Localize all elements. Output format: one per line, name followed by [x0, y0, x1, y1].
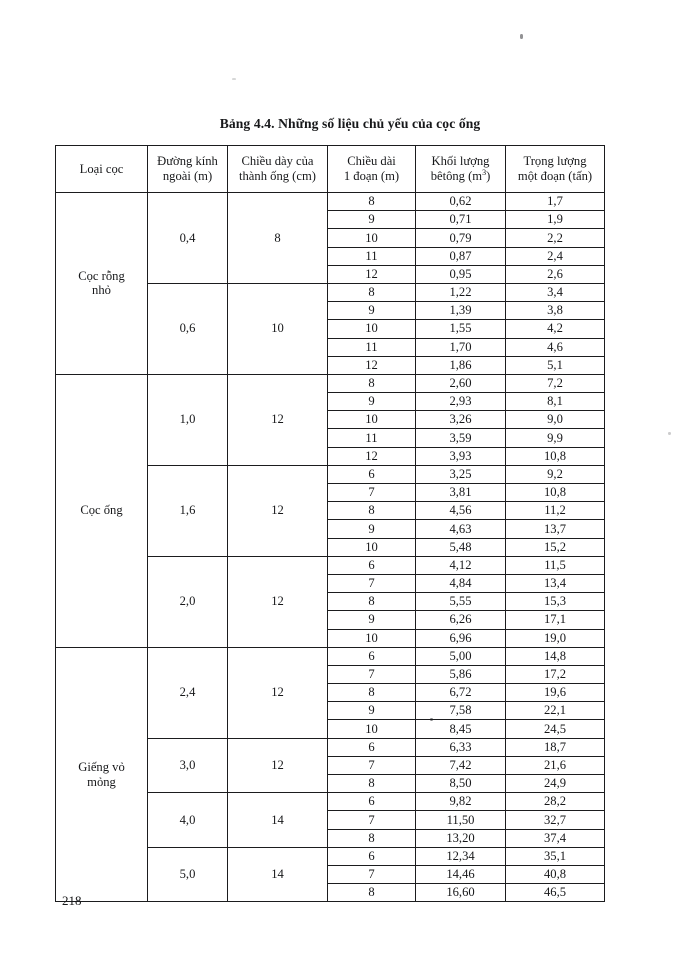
- segment-weight-cell: 24,5: [506, 720, 605, 738]
- concrete-volume-cell: 6,26: [416, 611, 506, 629]
- column-header-wall-thickness: Chiều dày của thành ống (cm): [228, 146, 328, 193]
- concrete-volume-cell: 4,63: [416, 520, 506, 538]
- segment-weight-cell: 17,2: [506, 665, 605, 683]
- outer-diameter-cell: 3,0: [148, 738, 228, 793]
- concrete-volume-cell: 4,56: [416, 502, 506, 520]
- segment-length-cell: 10: [328, 229, 416, 247]
- segment-length-cell: 6: [328, 738, 416, 756]
- segment-length-cell: 11: [328, 247, 416, 265]
- column-header-concrete-volume: Khối lượng bêtông $(m^3)$: [416, 146, 506, 193]
- segment-length-cell: 7: [328, 811, 416, 829]
- segment-weight-cell: 10,8: [506, 484, 605, 502]
- segment-weight-cell: 2,4: [506, 247, 605, 265]
- column-header-outer-diameter: Đường kính ngoài (m): [148, 146, 228, 193]
- segment-weight-cell: 13,4: [506, 574, 605, 592]
- segment-length-cell: 11: [328, 338, 416, 356]
- segment-length-cell: 7: [328, 756, 416, 774]
- segment-length-cell: 8: [328, 775, 416, 793]
- table-row: [56, 193, 605, 211]
- scan-speck: [232, 78, 236, 80]
- pile-type-label: Cọc ống: [80, 503, 123, 518]
- segment-length-cell: 10: [328, 629, 416, 647]
- concrete-volume-cell: 14,46: [416, 865, 506, 883]
- column-header-pile-type: Loại cọc: [56, 146, 148, 193]
- pile-type-cell: [56, 647, 148, 902]
- table-row: [56, 374, 605, 392]
- column-header-segment-weight: Trọng lượng một đoạn (tấn): [506, 146, 605, 193]
- segment-length-cell: 7: [328, 484, 416, 502]
- scan-speck: [668, 432, 671, 435]
- segment-length-cell: 6: [328, 465, 416, 483]
- outer-diameter-cell: 1,0: [148, 374, 228, 465]
- wall-thickness-cell: 12: [228, 647, 328, 738]
- table-header: [56, 146, 605, 193]
- wall-thickness-cell: 12: [228, 738, 328, 793]
- segment-length-cell: 6: [328, 847, 416, 865]
- outer-diameter-cell: 2,4: [148, 647, 228, 738]
- segment-length-cell: 8: [328, 593, 416, 611]
- segment-length-cell: 8: [328, 283, 416, 301]
- segment-weight-cell: 32,7: [506, 811, 605, 829]
- pile-type-cell: [56, 374, 148, 647]
- table-container: [55, 145, 604, 902]
- segment-weight-cell: 21,6: [506, 756, 605, 774]
- concrete-volume-cell: 0,71: [416, 211, 506, 229]
- segment-weight-cell: 1,9: [506, 211, 605, 229]
- header-row: [56, 146, 605, 193]
- segment-length-cell: 6: [328, 793, 416, 811]
- segment-length-cell: 10: [328, 411, 416, 429]
- segment-weight-cell: 40,8: [506, 865, 605, 883]
- concrete-volume-cell: 5,55: [416, 593, 506, 611]
- segment-weight-cell: 22,1: [506, 702, 605, 720]
- segment-weight-cell: 9,2: [506, 465, 605, 483]
- wall-thickness-cell: 8: [228, 193, 328, 284]
- concrete-volume-cell: 1,39: [416, 302, 506, 320]
- concrete-volume-cell: 8,50: [416, 775, 506, 793]
- segment-weight-cell: 2,6: [506, 265, 605, 283]
- table-title: Bảng 4.4. Những số liệu chủ yếu của cọc ống: [219, 116, 481, 131]
- concrete-volume-cell: 0,62: [416, 193, 506, 211]
- concrete-volume-cell: 3,26: [416, 411, 506, 429]
- segment-length-cell: 7: [328, 574, 416, 592]
- segment-weight-cell: 10,8: [506, 447, 605, 465]
- segment-weight-cell: 24,9: [506, 775, 605, 793]
- segment-length-cell: 9: [328, 393, 416, 411]
- concrete-volume-cell: 3,25: [416, 465, 506, 483]
- segment-weight-cell: 46,5: [506, 884, 605, 902]
- wall-thickness-cell: 14: [228, 847, 328, 902]
- wall-thickness-cell: 12: [228, 556, 328, 647]
- concrete-volume-cell: 3,59: [416, 429, 506, 447]
- segment-weight-cell: 9,9: [506, 429, 605, 447]
- segment-weight-cell: 15,3: [506, 593, 605, 611]
- page-number: 218: [62, 893, 82, 908]
- outer-diameter-cell: 1,6: [148, 465, 228, 556]
- pile-type-label: Cọc rỗng: [78, 268, 125, 283]
- pile-type-label-2: mỏng: [87, 774, 116, 789]
- concrete-volume-cell: 4,84: [416, 574, 506, 592]
- segment-length-cell: 7: [328, 865, 416, 883]
- segment-weight-cell: 4,2: [506, 320, 605, 338]
- segment-weight-cell: 7,2: [506, 374, 605, 392]
- pile-type-label-2: nhỏ: [92, 283, 111, 298]
- table-row: [56, 647, 605, 665]
- segment-length-cell: 8: [328, 829, 416, 847]
- concrete-volume-cell: 6,33: [416, 738, 506, 756]
- concrete-volume-cell: 11,50: [416, 811, 506, 829]
- concrete-volume-cell: 9,82: [416, 793, 506, 811]
- concrete-volume-cell: 3,81: [416, 484, 506, 502]
- segment-length-cell: 7: [328, 665, 416, 683]
- segment-weight-cell: 3,8: [506, 302, 605, 320]
- outer-diameter-cell: 2,0: [148, 556, 228, 647]
- segment-length-cell: 6: [328, 647, 416, 665]
- outer-diameter-cell: 0,4: [148, 193, 228, 284]
- concrete-volume-cell: 2,93: [416, 393, 506, 411]
- segment-length-cell: 8: [328, 374, 416, 392]
- concrete-volume-cell: 3,93: [416, 447, 506, 465]
- segment-length-cell: 11: [328, 429, 416, 447]
- segment-length-cell: 6: [328, 556, 416, 574]
- segment-weight-cell: 17,1: [506, 611, 605, 629]
- segment-length-cell: 12: [328, 447, 416, 465]
- wall-thickness-cell: 10: [228, 283, 328, 374]
- column-header-segment-length: Chiều dài 1 đoạn (m): [328, 146, 416, 193]
- concrete-volume-cell: 5,48: [416, 538, 506, 556]
- wall-thickness-cell: 12: [228, 374, 328, 465]
- concrete-volume-cell: 6,96: [416, 629, 506, 647]
- segment-weight-cell: 2,2: [506, 229, 605, 247]
- segment-weight-cell: 1,7: [506, 193, 605, 211]
- pile-type-cell: [56, 193, 148, 375]
- pile-type-label: Giếng vỏ: [78, 759, 125, 774]
- concrete-volume-cell: 1,22: [416, 283, 506, 301]
- segment-weight-cell: 5,1: [506, 356, 605, 374]
- segment-length-cell: 12: [328, 356, 416, 374]
- segment-length-cell: 9: [328, 702, 416, 720]
- pile-specification-table: [55, 145, 605, 902]
- segment-length-cell: 8: [328, 502, 416, 520]
- segment-weight-cell: 11,2: [506, 502, 605, 520]
- segment-length-cell: 10: [328, 320, 416, 338]
- segment-length-cell: 9: [328, 520, 416, 538]
- segment-length-cell: 9: [328, 302, 416, 320]
- concrete-volume-cell: 16,60: [416, 884, 506, 902]
- concrete-volume-cell: 5,00: [416, 647, 506, 665]
- superscript-three: 3: [482, 167, 487, 177]
- concrete-volume-cell: 2,60: [416, 374, 506, 392]
- segment-length-cell: 9: [328, 611, 416, 629]
- concrete-volume-cell: 5,86: [416, 665, 506, 683]
- outer-diameter-cell: 0,6: [148, 283, 228, 374]
- segment-length-cell: 10: [328, 538, 416, 556]
- concrete-volume-cell: 13,20: [416, 829, 506, 847]
- segment-length-cell: 10: [328, 720, 416, 738]
- segment-weight-cell: 18,7: [506, 738, 605, 756]
- outer-diameter-cell: 5,0: [148, 847, 228, 902]
- segment-weight-cell: 19,6: [506, 684, 605, 702]
- concrete-volume-cell: 7,42: [416, 756, 506, 774]
- concrete-volume-cell: 7,58: [416, 702, 506, 720]
- concrete-volume-cell: 6,72: [416, 684, 506, 702]
- table-body: [56, 193, 605, 902]
- scan-speck: [520, 34, 523, 39]
- segment-weight-cell: 3,4: [506, 283, 605, 301]
- segment-weight-cell: 15,2: [506, 538, 605, 556]
- outer-diameter-cell: 4,0: [148, 793, 228, 848]
- wall-thickness-cell: 14: [228, 793, 328, 848]
- segment-weight-cell: 8,1: [506, 393, 605, 411]
- segment-length-cell: 8: [328, 193, 416, 211]
- segment-weight-cell: 35,1: [506, 847, 605, 865]
- segment-weight-cell: 19,0: [506, 629, 605, 647]
- segment-length-cell: 12: [328, 265, 416, 283]
- segment-weight-cell: 14,8: [506, 647, 605, 665]
- segment-weight-cell: 4,6: [506, 338, 605, 356]
- concrete-volume-cell: 12,34: [416, 847, 506, 865]
- concrete-volume-cell: 0,95: [416, 265, 506, 283]
- segment-length-cell: 9: [328, 211, 416, 229]
- concrete-volume-cell: 0,79: [416, 229, 506, 247]
- segment-weight-cell: 13,7: [506, 520, 605, 538]
- segment-length-cell: 8: [328, 684, 416, 702]
- segment-weight-cell: 9,0: [506, 411, 605, 429]
- segment-weight-cell: 28,2: [506, 793, 605, 811]
- segment-weight-cell: 11,5: [506, 556, 605, 574]
- concrete-volume-cell: 4,12: [416, 556, 506, 574]
- segment-weight-cell: 37,4: [506, 829, 605, 847]
- segment-length-cell: 8: [328, 884, 416, 902]
- concrete-volume-cell: 1,70: [416, 338, 506, 356]
- concrete-volume-cell: 0,87: [416, 247, 506, 265]
- concrete-volume-cell: 1,86: [416, 356, 506, 374]
- concrete-volume-cell: 1,55: [416, 320, 506, 338]
- concrete-volume-cell: 8,45: [416, 720, 506, 738]
- wall-thickness-cell: 12: [228, 465, 328, 556]
